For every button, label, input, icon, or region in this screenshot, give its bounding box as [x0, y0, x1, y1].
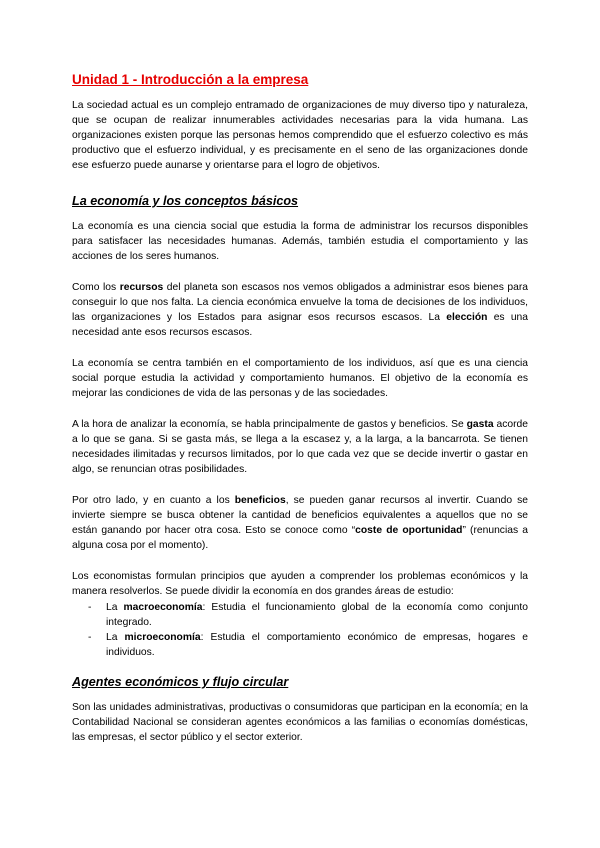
document-page — [72, 71, 528, 761]
term-coste-oportunidad: coste de oportunidad — [355, 525, 463, 536]
gastos-paragraph: A la hora de analizar la economía, se habla principalmente de gastos y beneficios. Se gasta acorde a lo que se gana. Si se gasta más, se llega a la escasez y, a la larga, a la bancarrota. Se tienen necesidades ilimitadas y recursos limitados, por lo que cada vez que se decide invertir o gastar en algo, se renuncian otras posibilidades. — [72, 419, 528, 475]
comportamiento-paragraph: La economía se centra también en el comportamiento de los individuos, así que es una ciencia social porque estudia la actividad y comportamiento humanos. El objetivo de la economía es mejorar las condiciones de vida de las personas y de las sociedades. — [72, 358, 528, 399]
agentes-paragraph: Son las unidades administrativas, productivas o consumidoras que participan en la economía; en la Contabilidad Nacional se consideran agentes económicos a las familias o economías domésticas, las empresas, el sector público y el sector exterior. — [72, 702, 528, 743]
section-heading-agentes: Agentes económicos y flujo circular — [72, 675, 289, 689]
economy-areas-list — [72, 600, 528, 660]
economistas-paragraph: Los economistas formulan principios que ayuden a comprender los problemas económicos y la manera resolverlos. Se puede dividir la economía en dos grandes áreas de estudio: — [72, 571, 528, 597]
term-eleccion: elección — [446, 312, 488, 323]
recursos-paragraph: Como los recursos del planeta son escasos nos vemos obligados a administrar esos bienes para conseguir lo que nos falta. La ciencia económica envuelve la toma de decisiones de los individuos, las organizaciones y los Estados para asignar esos recursos escasos. La elección es una necesidad ante esos recursos escasos. — [72, 282, 528, 338]
list-item-microeconomia: - La microeconomía: Estudia el comportamiento económico de empresas, hogares e individuos. — [88, 632, 528, 658]
list-item-macroeconomia: - La macroeconomía: Estudia el funcionamiento global de la economía como conjunto integrado. — [88, 602, 528, 628]
economia-definition-paragraph: La economía es una ciencia social que estudia la forma de administrar los recursos disponibles para satisfacer las necesidades humanas. Además, también estudia el comportamiento y las acciones de los seres humanos. — [72, 221, 528, 262]
term-recursos: recursos — [119, 282, 164, 293]
term-gasta: gasta — [466, 419, 494, 430]
section-heading-economia: La economía y los conceptos básicos — [72, 194, 299, 208]
beneficios-paragraph: Por otro lado, y en cuanto a los beneficios, se pueden ganar recursos al invertir. Cuando se invierte siempre se busca obtener la cantidad de beneficios equivalentes a aquellos que no se están ganando por hacer otra cosa. Esto se conoce como “coste de oportunidad” (renuncias a alguna cosa por el momento). — [72, 495, 529, 551]
term-beneficios: beneficios — [234, 495, 286, 506]
unit-title: Unidad 1 - Introducción a la empresa — [72, 72, 309, 87]
intro-paragraph: La sociedad actual es un complejo entramado de organizaciones de muy diverso tipo y naturaleza, que se ocupan de realizar innumerables actividades necesarias para la vida humana. Las organizaciones existen porque las personas hemos comprendido que el esfuerzo colectivo es más productivo que el esfuerzo individual, y es precisamente en el seno de las organizaciones donde ese esfuerzo puede aunarse y orientarse para el logro de objetivos. — [72, 100, 528, 171]
